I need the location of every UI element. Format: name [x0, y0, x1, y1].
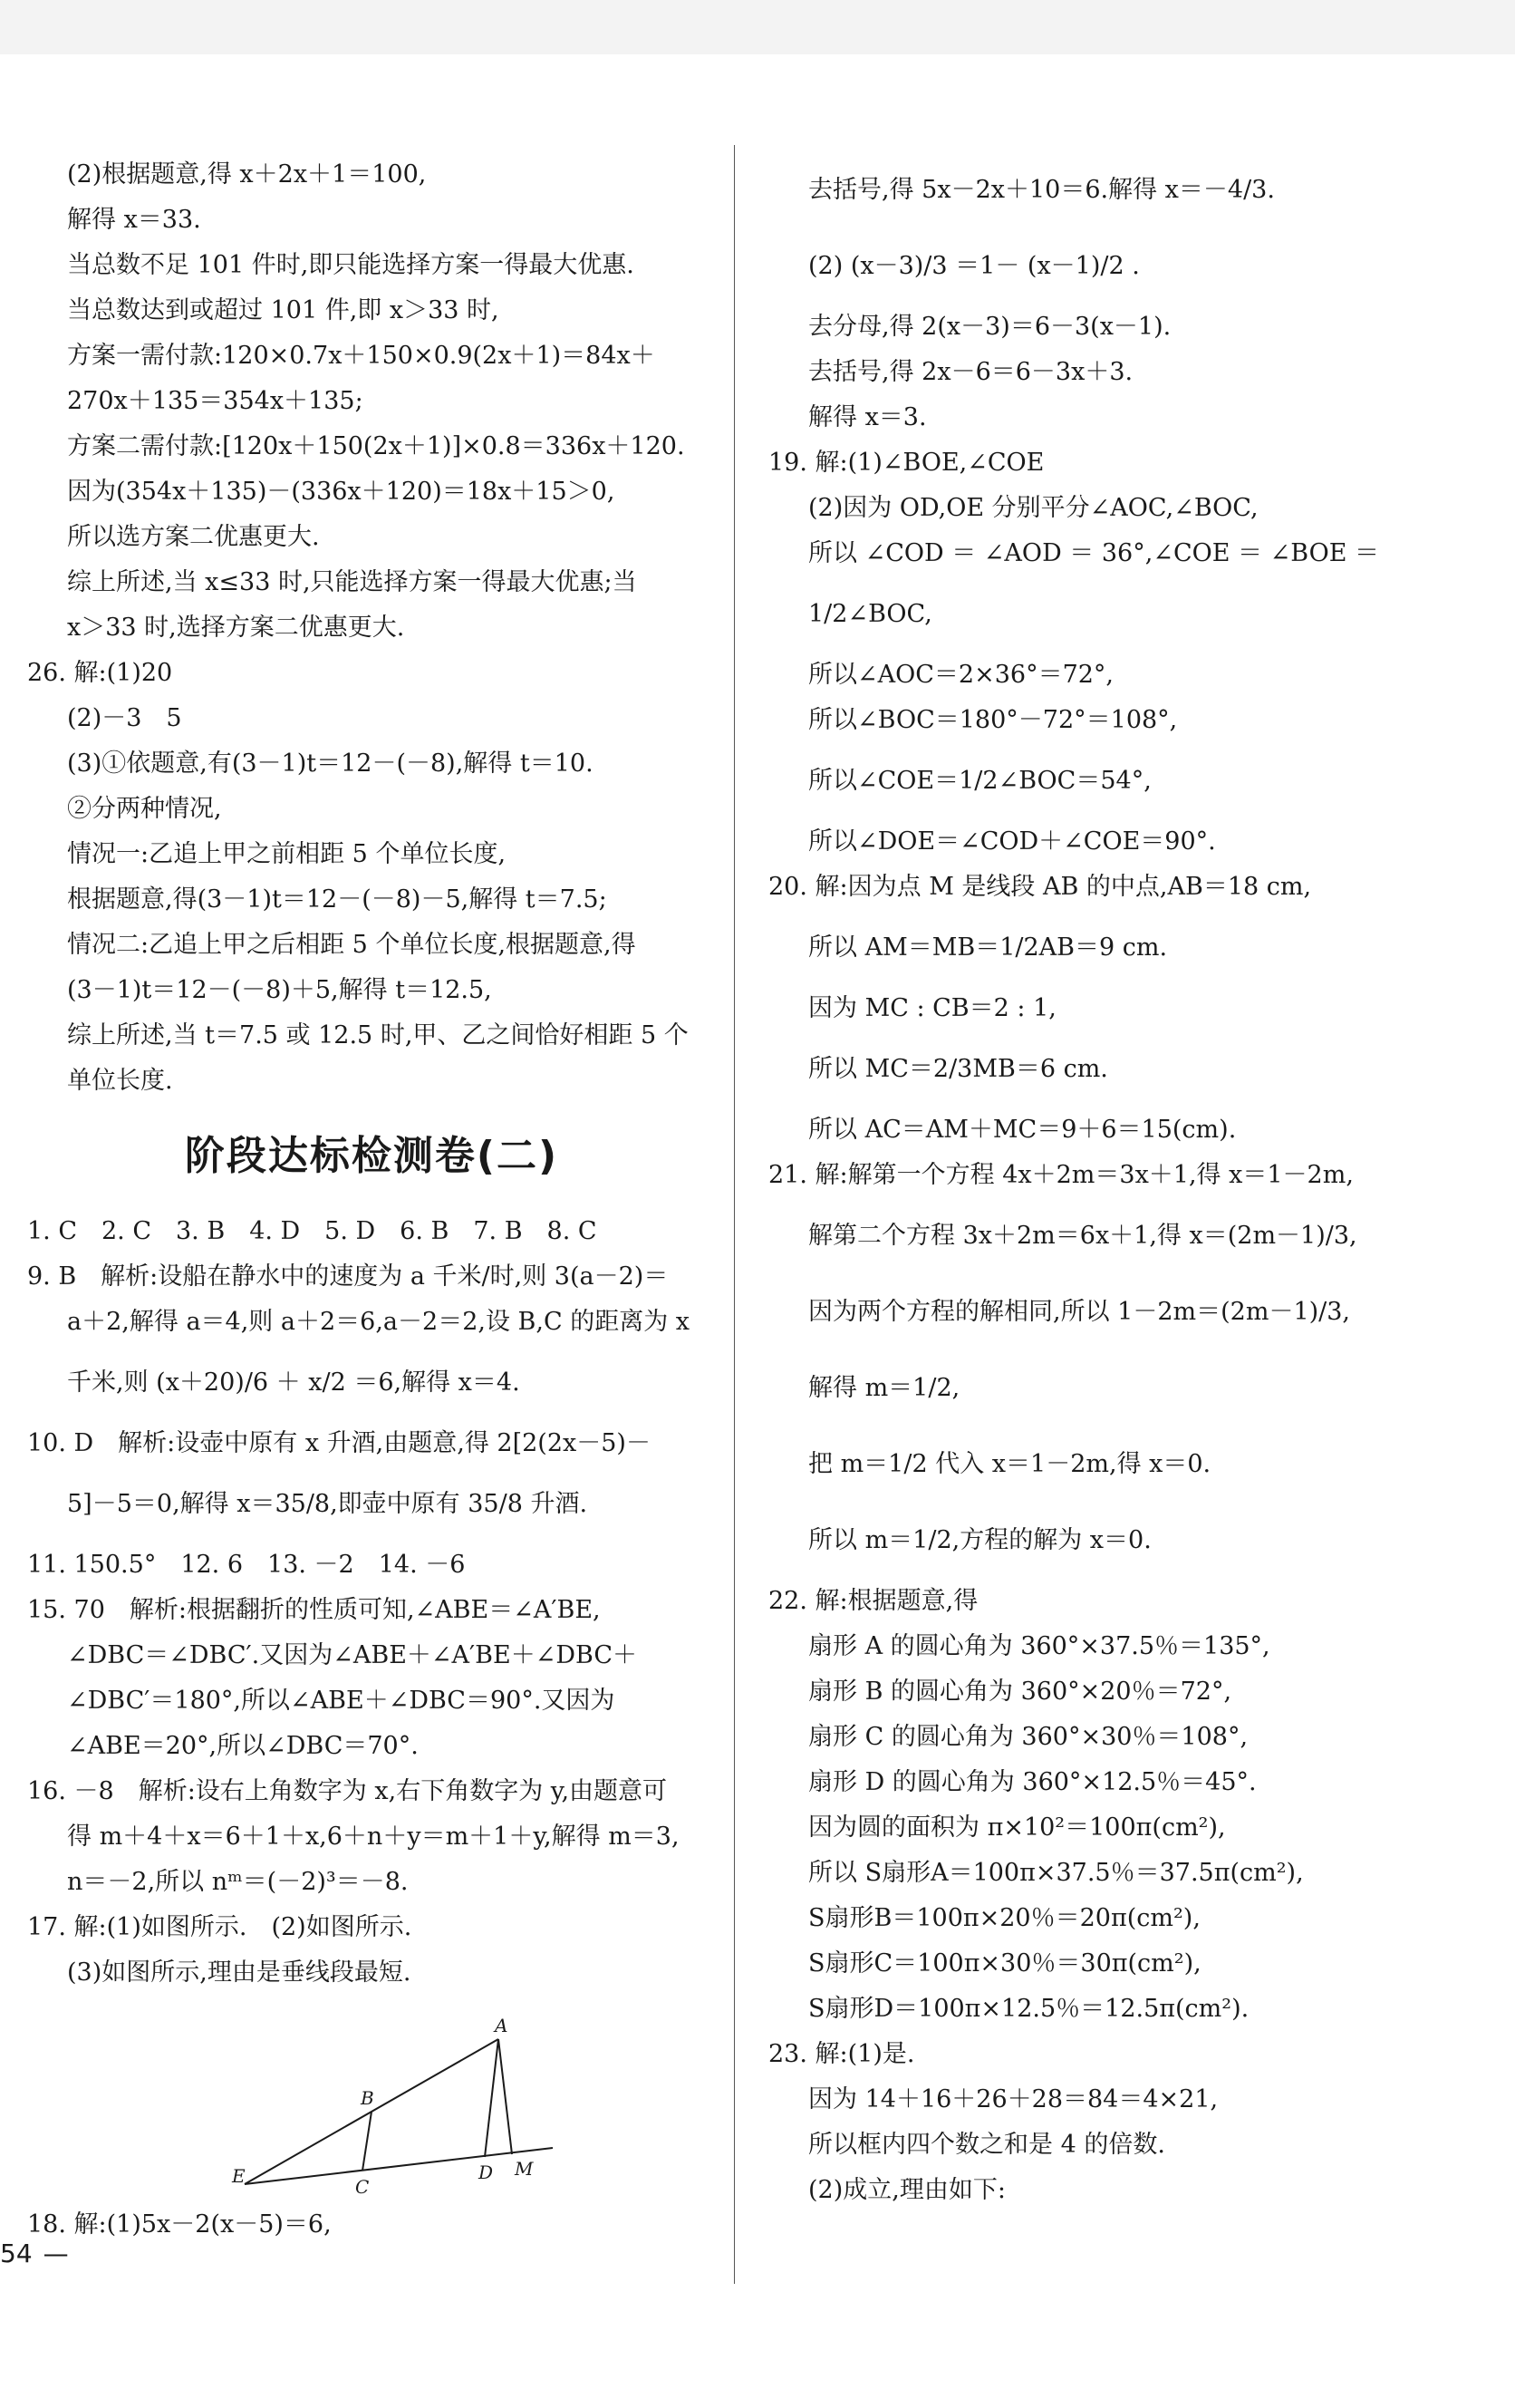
text-line: 所以 S扇形A＝100π×37.5％＝37.5π(cm²), [808, 1859, 1304, 1887]
text-line: ∠DBC′＝180°,所以∠ABE＋∠DBC＝90°.又因为 [67, 1687, 615, 1715]
text-line: 单位长度. [67, 1067, 173, 1095]
geometry-figure [227, 2003, 571, 2202]
text-line: 去分母,得 2(x－3)＝6－3(x－1). [808, 313, 1172, 341]
text-line: S扇形D＝100π×12.5％＝12.5π(cm²). [808, 1995, 1250, 2023]
text-line: 因为(354x＋135)－(336x＋120)＝18x＋15＞0, [67, 478, 615, 506]
text-line: 扇形 D 的圆心角为 360°×12.5％＝45°. [808, 1768, 1257, 1796]
text-line: 所以∠AOC＝2×36°＝72°, [808, 661, 1115, 689]
page-number-dash: — [43, 2239, 69, 2268]
text-line: 所以 AC＝AM＋MC＝9＋6＝15(cm). [808, 1116, 1237, 1144]
q18-line: 18. 解:(1)5x－2(x－5)＝6, [27, 2210, 332, 2239]
text-line: 1. C 2. C 3. B 4. D 5. D 6. B 7. B 8. C [27, 1217, 597, 1245]
text-line: 23. 解:(1)是. [768, 2040, 915, 2068]
text-line: (2) (x－3)/3 ＝1－ (x－1)/2 . [808, 252, 1140, 280]
segment-bc [362, 2112, 372, 2171]
text-line: 19. 解:(1)∠BOE,∠COE [768, 449, 1045, 477]
text-line: 所以 MC＝2/3MB＝6 cm. [808, 1055, 1108, 1083]
text-line: 270x＋135＝354x＋135; [67, 387, 363, 415]
text-line: (2)成立,理由如下: [808, 2176, 1006, 2204]
left-bottom-block [27, 1209, 716, 1996]
text-line: 解第二个方程 3x＋2m＝6x＋1,得 x＝(2m－1)/3, [808, 1222, 1357, 1250]
text-line: 情况一:乙追上甲之前相距 5 个单位长度, [67, 840, 507, 868]
text-line: 17. 解:(1)如图所示. (2)如图所示. [27, 1913, 412, 1941]
text-line: 把 m＝1/2 代入 x＝1－2m,得 x＝0. [808, 1450, 1211, 1478]
text-line: 所以框内四个数之和是 4 的倍数. [808, 2131, 1165, 2159]
text-line: S扇形C＝100π×30％＝30π(cm²), [808, 1949, 1201, 1978]
text-line: 情况二:乙追上甲之后相距 5 个单位长度,根据题意,得 [67, 931, 636, 959]
segment-am [498, 2039, 512, 2154]
page-number-value: 54 [0, 2239, 33, 2268]
text-line: 所以 m＝1/2,方程的解为 x＝0. [808, 1526, 1152, 1554]
text-line: a＋2,解得 a＝4,则 a＋2＝6,a－2＝2,设 B,C 的距离为 x [67, 1308, 690, 1336]
text-line: 当总数达到或超过 101 件,即 x＞33 时, [67, 296, 499, 324]
text-line: (2)根据题意,得 x＋2x＋1＝100, [67, 160, 427, 189]
text-line: n＝－2,所以 nᵐ＝(－2)³＝－8. [67, 1868, 409, 1896]
text-line: 因为 MC : CB＝2 : 1, [808, 994, 1057, 1022]
label-b: B [361, 2087, 374, 2109]
text-line: 当总数不足 101 件时,即只能选择方案一得最大优惠. [67, 251, 634, 279]
text-line: 去括号,得 5x－2x＋10＝6.解得 x＝－4/3. [808, 176, 1275, 204]
text-line: S扇形B＝100π×20％＝20π(cm²), [808, 1904, 1201, 1932]
text-line: 因为圆的面积为 π×10²＝100π(cm²), [808, 1813, 1226, 1842]
text-line: (2)因为 OD,OE 分别平分∠AOC,∠BOC, [808, 494, 1259, 522]
text-line: 15. 70 解析:根据翻折的性质可知,∠ABE＝∠A′BE, [27, 1596, 601, 1624]
text-line: x＞33 时,选择方案二优惠更大. [67, 614, 405, 642]
text-line: ∠ABE＝20°,所以∠DBC＝70°. [67, 1732, 419, 1760]
text-line: 10. D 解析:设壶中原有 x 升酒,由题意,得 2[2(2x－5)－ [27, 1429, 651, 1457]
label-d: D [478, 2161, 494, 2183]
right-block [768, 152, 1475, 2213]
line-em [245, 2148, 553, 2184]
text-line: 16. －8 解析:设右上角数字为 x,右下角数字为 y,由题意可 [27, 1777, 668, 1805]
right-column [768, 152, 1475, 2213]
text-line: (2)－3 5 [67, 704, 182, 732]
text-line: 20. 解:因为点 M 是线段 AB 的中点,AB＝18 cm, [768, 873, 1312, 901]
text-line: 扇形 A 的圆心角为 360°×37.5％＝135°, [808, 1632, 1270, 1660]
top-margin-band [0, 0, 1515, 54]
text-line: 因为 14＋16＋26＋28＝84＝4×21, [808, 2085, 1219, 2113]
text-line: 21. 解:解第一个方程 4x＋2m＝3x＋1,得 x＝1－2m, [768, 1161, 1354, 1189]
text-line: ②分两种情况, [67, 795, 222, 823]
label-c: C [355, 2176, 370, 2198]
segment-ad [485, 2039, 498, 2157]
label-m: M [515, 2158, 534, 2180]
column-divider [734, 145, 735, 2284]
text-line: (3－1)t＝12－(－8)＋5,解得 t＝12.5, [67, 976, 492, 1004]
text-line: (3)①依题意,有(3－1)t＝12－(－8),解得 t＝10. [67, 749, 593, 778]
text-line: 综上所述,当 x≤33 时,只能选择方案一得最大优惠;当 [67, 568, 637, 596]
left-column [27, 152, 716, 2248]
text-line: 所以 AM＝MB＝1/2AB＝9 cm. [808, 933, 1168, 962]
text-line: 所以∠BOC＝180°－72°＝108°, [808, 706, 1178, 734]
text-line: 26. 解:(1)20 [27, 659, 173, 687]
text-line: 得 m＋4＋x＝6＋1＋x,6＋n＋y＝m＋1＋y,解得 m＝3, [67, 1823, 680, 1851]
text-line: 扇形 B 的圆心角为 360°×20％＝72°, [808, 1678, 1232, 1706]
label-e: E [232, 2165, 246, 2187]
section-title: 阶段达标检测卷(二) [184, 1133, 559, 1179]
geometry-diagram [227, 2003, 571, 2202]
text-line: (3)如图所示,理由是垂线段最短. [67, 1958, 411, 1987]
label-a: A [495, 2015, 508, 2036]
text-line: 去括号,得 2x－6＝6－3x＋3. [808, 358, 1134, 386]
left-top-block [27, 152, 716, 1104]
text-line: 1/2∠BOC, [808, 600, 932, 628]
text-line: 所以∠COE＝1/2∠BOC＝54°, [808, 767, 1152, 795]
text-line: 方案一需付款:120×0.7x＋150×0.9(2x＋1)＝84x＋ [67, 342, 655, 370]
text-line: 千米,则 (x＋20)/6 ＋ x/2 ＝6,解得 x＝4. [67, 1368, 520, 1397]
text-line: 解得 x＝3. [808, 403, 927, 431]
text-line: 综上所述,当 t＝7.5 或 12.5 时,甲、乙之间恰好相距 5 个 [67, 1021, 689, 1049]
text-line: ∠DBC＝∠DBC′.又因为∠ABE＋∠A′BE＋∠DBC＋ [67, 1641, 638, 1669]
text-line: 解得 m＝1/2, [808, 1374, 960, 1402]
text-line: 解得 x＝33. [67, 206, 201, 234]
text-line: 5]－5＝0,解得 x＝35/8,即壶中原有 35/8 升酒. [67, 1490, 588, 1518]
text-line: 9. B 解析:设船在静水中的速度为 a 千米/时,则 3(a－2)＝ [27, 1262, 669, 1291]
text-line: 根据题意,得(3－1)t＝12－(－8)－5,解得 t＝7.5; [67, 885, 607, 914]
text-line: 扇形 C 的圆心角为 360°×30％＝108°, [808, 1723, 1249, 1751]
text-line: 因为两个方程的解相同,所以 1－2m＝(2m－1)/3, [808, 1298, 1351, 1326]
text-line: 11. 150.5° 12. 6 13. －2 14. －6 [27, 1551, 466, 1579]
text-line: 所以∠DOE＝∠COD＋∠COE＝90°. [808, 827, 1216, 856]
text-line: 所以 ∠COD ＝ ∠AOD ＝ 36°,∠COE ＝ ∠BOE ＝ [808, 539, 1380, 567]
text-line: 方案二需付款:[120x＋150(2x＋1)]×0.8＝336x＋120. [67, 432, 685, 460]
page-number [0, 2239, 69, 2268]
text-line: 22. 解:根据题意,得 [768, 1587, 979, 1615]
text-line: 所以选方案二优惠更大. [67, 523, 320, 551]
